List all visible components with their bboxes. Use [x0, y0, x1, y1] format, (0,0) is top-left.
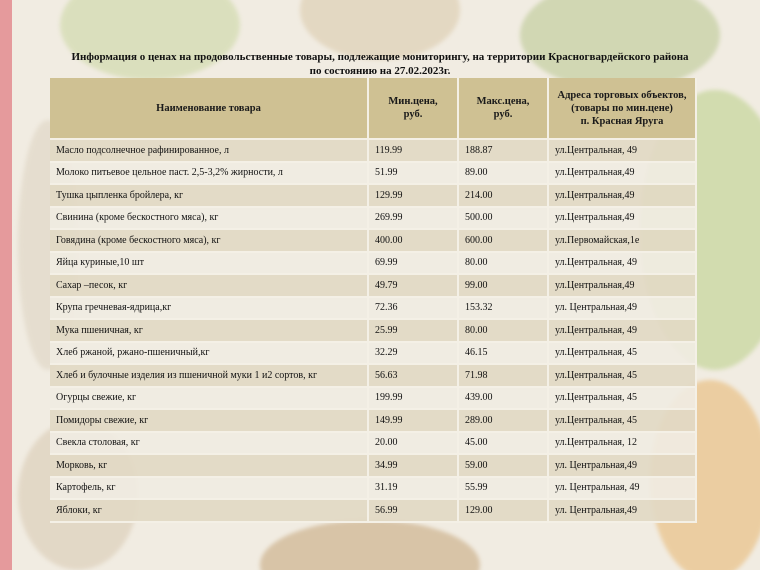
cell-min-price: 31.19 [368, 477, 458, 500]
cell-min-price: 56.99 [368, 499, 458, 522]
cell-min-price: 119.99 [368, 139, 458, 162]
cell-min-price: 72.36 [368, 297, 458, 320]
cell-min-price: 149.99 [368, 409, 458, 432]
cell-name: Помидоры свежие, кг [50, 409, 368, 432]
cell-max-price: 153.32 [458, 297, 548, 320]
cell-address: ул. Центральная,49 [548, 454, 696, 477]
cell-name: Сахар –песок, кг [50, 274, 368, 297]
cell-min-price: 20.00 [368, 432, 458, 455]
cell-min-price: 25.99 [368, 319, 458, 342]
table-row [50, 274, 696, 297]
cell-name: Картофель, кг [50, 477, 368, 500]
table-row [50, 364, 696, 387]
price-table-container [50, 78, 696, 523]
cell-address: ул.Центральная,49 [548, 274, 696, 297]
table-row [50, 499, 696, 522]
cell-address: ул. Центральная,49 [548, 499, 696, 522]
cell-min-price: 69.99 [368, 252, 458, 275]
table-row [50, 297, 696, 320]
table-row [50, 319, 696, 342]
bg-basket [260, 520, 480, 570]
cell-max-price: 80.00 [458, 319, 548, 342]
table-header-row [50, 78, 696, 139]
cell-name: Морковь, кг [50, 454, 368, 477]
cell-address: ул.Центральная, 49 [548, 319, 696, 342]
header-min-price: Мин.цена, руб. [368, 78, 458, 139]
table-row [50, 409, 696, 432]
cell-min-price: 34.99 [368, 454, 458, 477]
cell-min-price: 51.99 [368, 162, 458, 185]
cell-address: ул.Центральная, 49 [548, 252, 696, 275]
cell-name: Тушка цыпленка бройлера, кг [50, 184, 368, 207]
cell-min-price: 400.00 [368, 229, 458, 252]
cell-min-price: 129.99 [368, 184, 458, 207]
cell-max-price: 600.00 [458, 229, 548, 252]
cell-address: ул.Центральная,49 [548, 184, 696, 207]
header-address: Адреса торговых объектов, (товары по мин.цене) п. Красная Яруга [548, 78, 696, 139]
cell-address: ул.Центральная, 12 [548, 432, 696, 455]
cell-min-price: 49.79 [368, 274, 458, 297]
cell-min-price: 32.29 [368, 342, 458, 365]
cell-name: Яблоки, кг [50, 499, 368, 522]
cell-name: Хлеб и булочные изделия из пшеничной муки 1 и2 сортов, кг [50, 364, 368, 387]
table-row [50, 162, 696, 185]
cell-address: ул.Центральная,49 [548, 162, 696, 185]
header-max-price: Макс.цена, руб. [458, 78, 548, 139]
cell-max-price: 80.00 [458, 252, 548, 275]
cell-address: ул. Центральная, 49 [548, 477, 696, 500]
cell-address: ул.Центральная, 49 [548, 139, 696, 162]
cell-max-price: 71.98 [458, 364, 548, 387]
table-row [50, 454, 696, 477]
page-title [20, 50, 740, 78]
side-strip [0, 0, 12, 570]
table-row [50, 184, 696, 207]
cell-max-price: 99.00 [458, 274, 548, 297]
table-row [50, 139, 696, 162]
cell-max-price: 59.00 [458, 454, 548, 477]
table-row [50, 207, 696, 230]
table-row [50, 342, 696, 365]
table-row [50, 387, 696, 410]
cell-max-price: 188.87 [458, 139, 548, 162]
cell-name: Хлеб ржаной, ржано-пшеничный,кг [50, 342, 368, 365]
price-table [50, 78, 697, 523]
cell-max-price: 46.15 [458, 342, 548, 365]
cell-address: ул.Центральная, 45 [548, 409, 696, 432]
cell-address: ул.Центральная, 45 [548, 364, 696, 387]
table-row [50, 432, 696, 455]
cell-min-price: 269.99 [368, 207, 458, 230]
cell-max-price: 55.99 [458, 477, 548, 500]
cell-min-price: 56.63 [368, 364, 458, 387]
cell-name: Яйца куриные,10 шт [50, 252, 368, 275]
table-row [50, 252, 696, 275]
cell-max-price: 89.00 [458, 162, 548, 185]
title-line-1: Информация о ценах на продовольственные товары, подлежащие мониторингу, на территории Красногвардейского района [71, 51, 689, 63]
table-row [50, 229, 696, 252]
cell-max-price: 45.00 [458, 432, 548, 455]
cell-name: Свинина (кроме бескостного мяса), кг [50, 207, 368, 230]
cell-name: Огурцы свежие, кг [50, 387, 368, 410]
cell-name: Масло подсолнечное рафинированное, л [50, 139, 368, 162]
title-line-2: по состоянию на 27.02.2023г. [309, 65, 451, 77]
cell-min-price: 199.99 [368, 387, 458, 410]
table-body [50, 139, 696, 522]
cell-name: Свекла столовая, кг [50, 432, 368, 455]
cell-max-price: 129.00 [458, 499, 548, 522]
cell-max-price: 214.00 [458, 184, 548, 207]
cell-max-price: 439.00 [458, 387, 548, 410]
table-row [50, 477, 696, 500]
cell-name: Крупа гречневая-ядрица,кг [50, 297, 368, 320]
cell-address: ул.Центральная,49 [548, 207, 696, 230]
cell-address: ул.Первомайская,1е [548, 229, 696, 252]
cell-max-price: 289.00 [458, 409, 548, 432]
cell-max-price: 500.00 [458, 207, 548, 230]
cell-name: Мука пшеничная, кг [50, 319, 368, 342]
cell-address: ул. Центральная,49 [548, 297, 696, 320]
cell-name: Говядина (кроме бескостного мяса), кг [50, 229, 368, 252]
cell-address: ул.Центральная, 45 [548, 387, 696, 410]
cell-name: Молоко питьевое цельное паст. 2,5-3,2% жирности, л [50, 162, 368, 185]
cell-address: ул.Центральная, 45 [548, 342, 696, 365]
header-name: Наименование товара [50, 78, 368, 139]
